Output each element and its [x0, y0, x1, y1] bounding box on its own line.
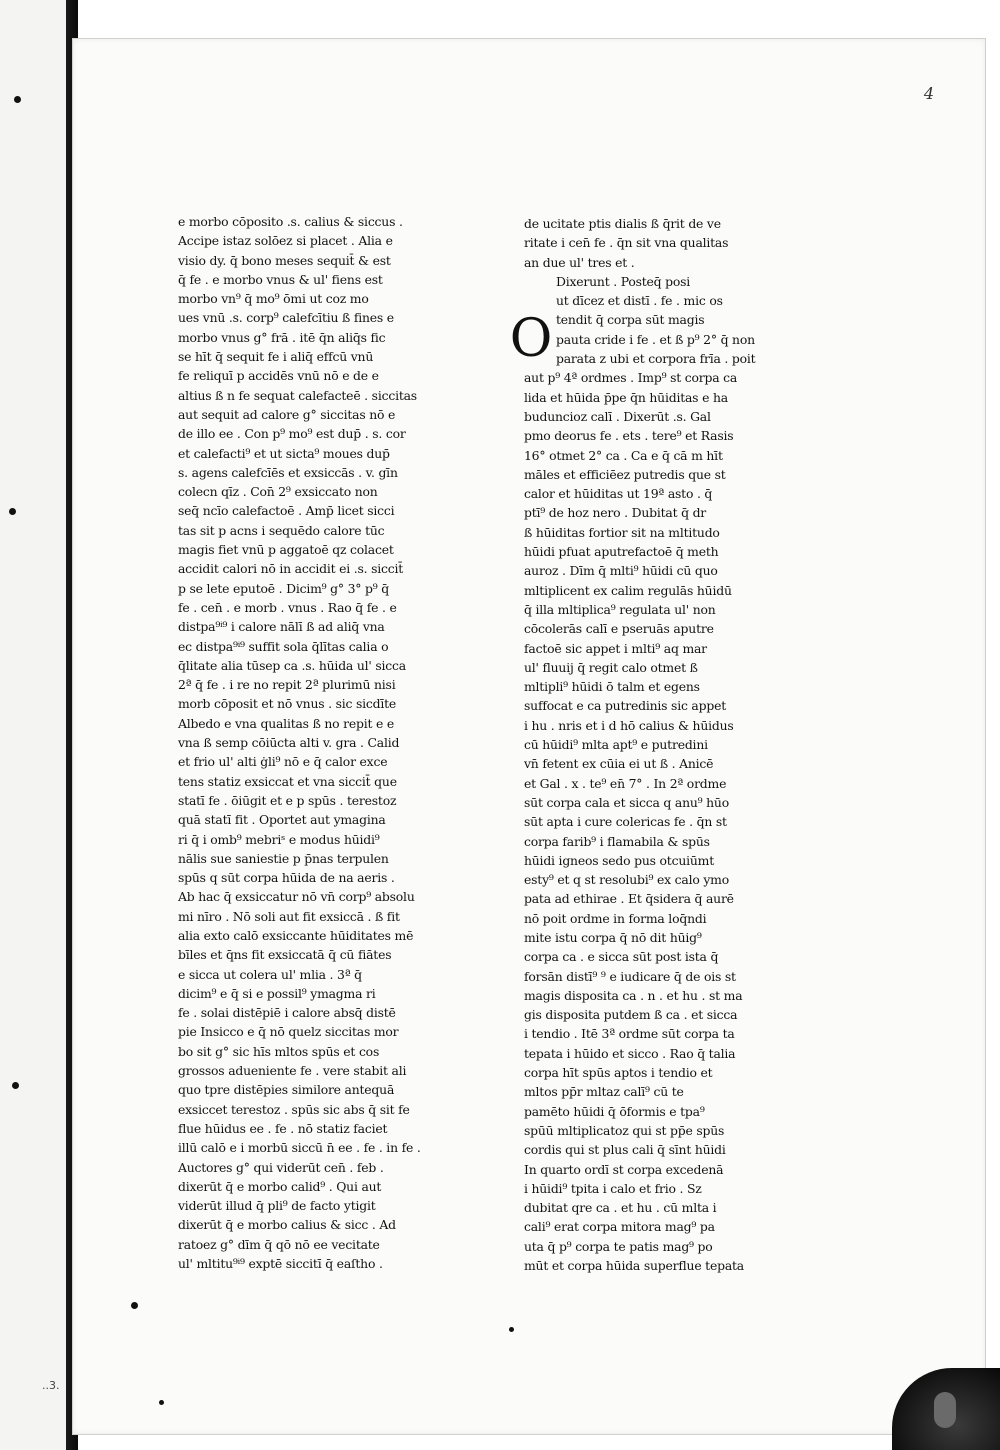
text-line-right: 16° otmet 2° ca . Ca e q̄ cā m hīt — [524, 447, 723, 463]
text-line-right: ul' fluuij q̄ regit calo otmet ß — [524, 659, 698, 675]
text-line-left: spūs q sūt corpa hūida de na aeris . — [178, 870, 395, 886]
text-line-left: de illo ee . Con p⁹ mo⁹ est dup̄ . s. cor — [178, 426, 406, 442]
text-line-right-initial: ut dīcez et distī . fe . mic os — [556, 293, 723, 309]
text-line-left: s. agens calefcīēs et exsiccās . v. gīn — [178, 464, 398, 480]
text-line-right: buduncioz calī . Dixerūt .s. Gal — [524, 408, 711, 424]
text-line-right-pre: an due ul' tres et . — [524, 254, 635, 270]
text-line-left: fe . cen̄ . e morb . vnus . Rao q̄ fe . e — [178, 599, 397, 615]
text-line-right: mltipli⁹ hūidi ō talm et egens — [524, 679, 700, 695]
text-line-left: Auctores g° qui viderūt cen̄ . feb . — [178, 1159, 384, 1175]
folio-number: 4 — [923, 84, 934, 103]
right-column-body — [524, 368, 772, 1275]
text-line-left: exsiccet terestoz . spūs sic abs q̄ sit fe — [178, 1101, 410, 1117]
text-line-left: statī fe . ōiūgit et e p spūs . terestoz — [178, 792, 397, 808]
right-column-opening-lines — [524, 214, 772, 272]
text-line-left: q̄ fe . e morbo vnus & ul' fiens est — [178, 271, 383, 287]
text-line-left: grossos adueniente fe . vere stabit ali — [178, 1063, 407, 1079]
text-line-left: tas sit p acns i sequēdo calore tūc — [178, 522, 385, 538]
text-line-left: accidit calori nō in accidit ei .s. siccit̄ — [178, 561, 404, 577]
text-column-left — [178, 212, 438, 1273]
text-line-right: sūt corpa cala et sicca q anu⁹ hūo — [524, 794, 729, 810]
text-line-left: morbo vnus g° frā . itē q̄n aliq̄s fic — [178, 329, 386, 345]
text-line-right: et Gal . x . te⁹ en̄ 7° . In 2ª ordme — [524, 775, 727, 791]
text-line-right: mite istu corpa q̄ nō dit hūig⁹ — [524, 929, 702, 945]
punch-hole-1 — [14, 96, 21, 103]
text-line-left: q̄litate alia tūsep ca .s. hūida ul' sicca — [178, 657, 406, 673]
text-line-right: pata ad ethirae . Et q̄sidera q̄ aurē — [524, 891, 734, 907]
punch-hole-2 — [9, 508, 16, 515]
text-line-right-pre: ritate i cen̄ fe . q̄n sit vna qualitas — [524, 235, 729, 251]
text-line-left: p se lete eputoē . Dicim⁹ g° 3° p⁹ q̄ — [178, 580, 389, 596]
text-line-right: calor et hūiditas ut 19ª asto . q̄ — [524, 486, 713, 502]
decorated-initial: O — [509, 308, 553, 369]
text-line-right-initial: tendit q̄ corpa sūt magis — [556, 312, 705, 328]
text-line-right: q̄ illa mltiplica⁹ regulata ul' non — [524, 601, 716, 617]
text-line-right: corpa ca . e sicca sūt post ista q̄ — [524, 949, 719, 965]
text-line-right: spūū mltiplicatoz qui st pp̄e spūs — [524, 1122, 725, 1138]
text-line-right-initial: pauta cride i fe . et ß p⁹ 2° q̄ non — [556, 331, 755, 347]
text-line-left: et calefacti⁹ et ut sicta⁹ moues dup̄ — [178, 445, 390, 461]
text-line-left: dixerūt q̄ e morbo calius & sicc . Ad — [178, 1217, 396, 1233]
text-line-left: Ab hac q̄ exsiccatur nō vn̄ corp⁹ absolu — [178, 889, 415, 905]
text-line-right-initial: parata z ubi et corpora frīa . poit — [556, 351, 756, 367]
ink-dot-center — [509, 1327, 514, 1332]
text-line-right: māles et efficiēez putredis que st — [524, 466, 726, 482]
text-line-left: dixerūt q̄ e morbo calid⁹ . Qui aut — [178, 1178, 382, 1194]
text-line-left: flue hūidus ee . fe . nō statiz faciet — [178, 1120, 388, 1136]
text-line-left: fe . solai distēpiē i calore absq̄ distē — [178, 1005, 396, 1021]
text-line-right: hūidi igneos sedo pus otcuiūmt — [524, 852, 714, 868]
text-line-left: tens statiz exsiccat et vna siccit̄ que — [178, 773, 397, 789]
text-line-left: fe reliquī p accidēs vnū nō e de e — [178, 368, 379, 384]
text-line-right: cōcolerās calī e pseruās aputre — [524, 621, 714, 637]
text-line-left: alia exto calō exsiccante hūiditates mē — [178, 927, 414, 943]
text-line-right: pamēto hūidi q̄ ōformis e tpa⁹ — [524, 1103, 705, 1119]
text-line-right: mltos pp̄r mltaz calī⁹ cū te — [524, 1084, 684, 1100]
text-line-right: nō poit ordme in forma loq̄ndi — [524, 910, 707, 926]
text-line-right: mūt et corpa hūida superflue tepata — [524, 1258, 744, 1274]
text-line-left: Accipe istaz solōez si placet . Alia e — [178, 233, 393, 249]
text-line-left: magis fiet vnū p aggatoē qz colacet — [178, 542, 394, 558]
text-line-right: hūidi pfuat aputrefactoē q̄ meth — [524, 544, 719, 560]
text-line-left: ec distpa⁹ⁱ⁹ suffit sola q̄lītas calia o — [178, 638, 389, 654]
text-line-left: aut sequit ad calore g° siccitas nō e — [178, 406, 396, 422]
text-line-left: ues vnū .s. corp⁹ calefcītiu ß fines e — [178, 310, 394, 326]
text-line-right: ß hūiditas fortior sit na mltitudo — [524, 524, 720, 540]
text-line-left: seq̄ ncīo calefactoē . Amp̄ licet sicci — [178, 503, 395, 519]
text-line-left: ul' mltitu⁹ⁱ⁹ exptē siccitī q̄ eaſtho . — [178, 1256, 383, 1272]
text-line-right-initial: Dixerunt . Posteq̄ posi — [556, 273, 691, 289]
text-line-right: factoē sic appet i mlti⁹ aq mar — [524, 640, 707, 656]
text-line-left: vna ß semp cōiūcta alti v. gra . Calid — [178, 735, 400, 751]
text-line-left: visio dy. q̄ bono meses sequit̄ & est — [178, 252, 391, 268]
text-line-left: bīles et q̄ns fit exsiccatā q̄ cū fiātes — [178, 947, 392, 963]
ink-dot-bottom — [159, 1400, 164, 1405]
text-line-left: nālis sue saniestie p p̄nas terpulen — [178, 850, 389, 866]
text-line-left: colecn qīz . Con̄ 2⁹ exsiccato non — [178, 484, 378, 500]
text-line-left: pie Insicco e q̄ nō quelz siccitas mor — [178, 1024, 399, 1040]
text-line-left: illū calō e i morbū siccū n̄ ee . fe . in fe . — [178, 1140, 421, 1156]
text-line-right: suffocat e ca putredinis sic appet — [524, 698, 726, 714]
scan-binding-edge — [0, 0, 78, 1450]
text-line-left: quo tpre distēpies similore antequā — [178, 1082, 395, 1098]
chapter-start — [509, 272, 772, 369]
text-line-right-pre: de ucitate ptis dialis ß q̄rit de ve — [524, 216, 721, 231]
text-line-right: corpa hīt spūs aptos i tendio et — [524, 1065, 713, 1081]
text-line-right: pmo deorus fe . ets . tere⁹ et Rasis — [524, 428, 734, 444]
text-line-left: viderūt illud q̄ pli⁹ de facto ytigit — [178, 1198, 376, 1214]
ink-dot-left — [131, 1302, 138, 1309]
text-line-left: et frio ul' alti ġli⁹ nō e q̄ calor exce — [178, 754, 388, 770]
text-line-left: altius ß n fe sequat calefacteē . siccitas — [178, 387, 417, 403]
text-line-left: e morbo cōposito .s. calius & siccus . — [178, 214, 403, 229]
text-line-right: corpa farib⁹ i flamabila & spūs — [524, 833, 710, 849]
text-line-left: e sicca ut colera ul' mlia . 3ª q̄ — [178, 966, 362, 982]
text-line-left: bo sit g° sic hīs mltos spūs et cos — [178, 1043, 380, 1059]
thumbnail-nail — [934, 1392, 956, 1428]
text-line-left: dicim⁹ e q̄ si e possil⁹ ymagma ri — [178, 985, 376, 1001]
text-line-left: Albedo e vna qualitas ß no repit e e — [178, 715, 395, 731]
text-line-right: cū hūidi⁹ mlta apt⁹ e putredini — [524, 737, 708, 753]
text-line-right: cordis qui st plus cali q̄ sīnt hūidi — [524, 1142, 726, 1158]
text-line-left: 2ª q̄ fe . i re no repit 2ª plurimū nisi — [178, 677, 396, 693]
text-line-right: esty⁹ et q st resolubi⁹ ex calo ymo — [524, 872, 729, 888]
text-line-left: quā statī fit . Oportet aut ymagina — [178, 812, 386, 828]
text-line-left: morb cōposit et nō vnus . sic sicdīte — [178, 696, 397, 712]
text-line-right: tepata i hūido et sicco . Rao q̄ talia — [524, 1045, 736, 1061]
text-line-right: vn̄ fetent ex cūia ei ut ß . Anicē — [524, 756, 714, 772]
text-line-left: morbo vn⁹ q̄ mo⁹ ōmi ut coz mo — [178, 291, 369, 307]
text-line-right: ptī⁹ de hoz nero . Dubitat q̄ dr — [524, 505, 707, 521]
text-line-left: mi nīro . Nō soli aut fit exsiccā . ß fit — [178, 908, 400, 924]
corner-mark: ..3. — [42, 1379, 60, 1392]
text-line-right: i hūidi⁹ tpita i calo et frio . Sz — [524, 1180, 702, 1196]
text-line-left: ratoez g° dīm q̄ qō nō ee vecitate — [178, 1236, 380, 1252]
punch-hole-3 — [12, 1082, 19, 1089]
text-line-right: forsān distī⁹ ⁹ e iudicare q̄ de ois st — [524, 968, 736, 984]
text-column-right — [509, 214, 772, 1275]
text-line-right: In quarto ordī st corpa excedenā — [524, 1161, 724, 1177]
text-line-right: uta q̄ p⁹ corpa te patis mag⁹ po — [524, 1238, 713, 1254]
initial-indented-lines — [524, 272, 772, 368]
text-line-right: cali⁹ erat corpa mitora mag⁹ pa — [524, 1219, 715, 1235]
text-line-right: gis disposita putdem ß ca . et sicca — [524, 1007, 738, 1023]
text-line-right: i hu . nris et i d hō calius & hūidus — [524, 717, 734, 733]
text-line-right: auroz . Dīm q̄ mlti⁹ hūidi cū quo — [524, 563, 718, 579]
text-line-right: aut p⁹ 4ª ordmes . Imp⁹ st corpa ca — [524, 370, 738, 386]
text-line-right: mltiplicent ex calim regulās hūidū — [524, 582, 732, 598]
text-line-left: se hīt q̄ sequit fe i aliq̄ effcū vnū — [178, 349, 374, 365]
text-line-left: distpa⁹ⁱ⁹ i calore nālī ß ad aliq̄ vna — [178, 619, 385, 635]
text-line-right: dubitat qre ca . et hu . cū mlta i — [524, 1200, 717, 1216]
text-line-right: i tendio . Itē 3ª ordme sūt corpa ta — [524, 1026, 735, 1042]
text-line-right: magis disposita ca . n . et hu . st ma — [524, 987, 743, 1003]
text-line-right: lida et hūida p̄pe q̄n hūiditas e ha — [524, 389, 728, 405]
text-line-right: sūt apta i cure colericas fe . q̄n st — [524, 814, 727, 830]
text-line-left: ri q̄ i omb⁹ mebriˢ e modus hūidi⁹ — [178, 831, 380, 847]
